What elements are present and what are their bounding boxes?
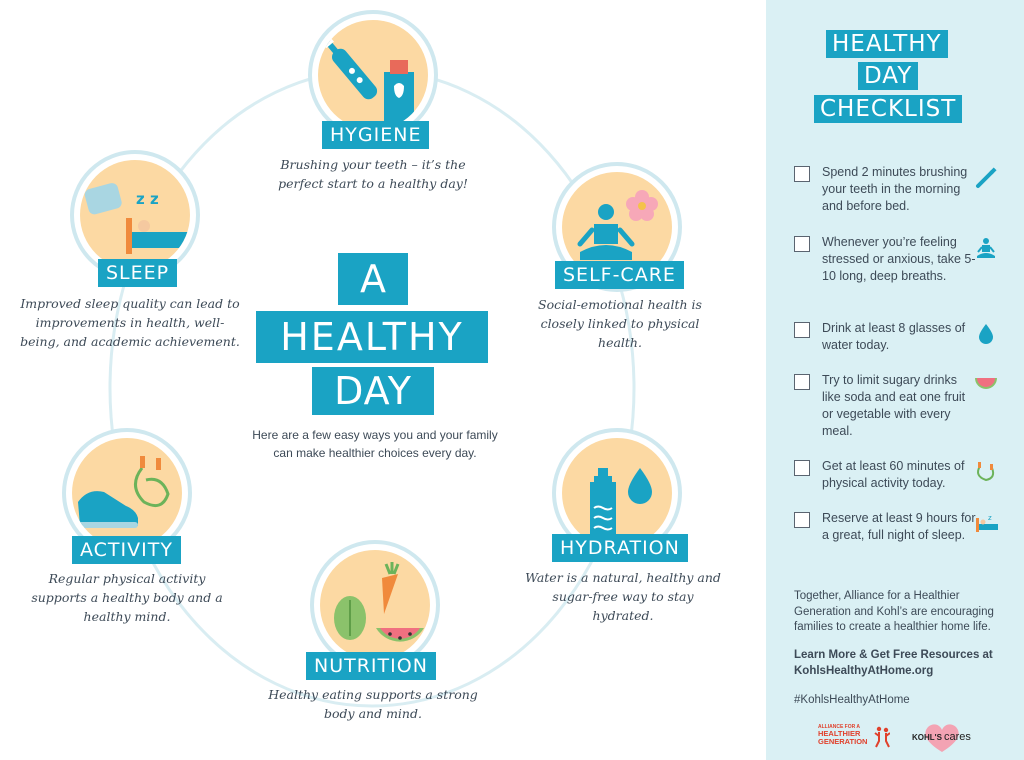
title-day: DAY <box>312 367 434 415</box>
checkbox[interactable] <box>794 166 810 182</box>
hygiene-label: HYGIENE <box>322 121 429 149</box>
nutrition-illustration <box>310 540 440 670</box>
activity-description: Regular physical activity supports a healthy body and a healthy mind. <box>31 571 223 624</box>
title-healthy: HEALTHY <box>256 311 488 363</box>
toothbrush-icon <box>974 166 998 190</box>
nutrition-description: Healthy eating supports a strong body and mind. <box>268 687 478 721</box>
hydration-label: HYDRATION <box>552 534 688 562</box>
checklist-item <box>794 458 1024 494</box>
svg-text:z: z <box>988 514 992 522</box>
checklist-item <box>794 234 1024 304</box>
sleep-label: SLEEP <box>98 259 177 287</box>
title-a: A <box>338 253 408 305</box>
checkbox[interactable] <box>794 322 810 338</box>
learn-more-link[interactable]: Learn More & Get Free Resources at KohlsHealthyAtHome.org <box>794 649 993 677</box>
selfcare-label: SELF-CARE <box>555 261 684 289</box>
activity-label: ACTIVITY <box>72 536 181 564</box>
svg-text:z z: z z <box>136 190 159 208</box>
checklist-item-text: Reserve at least 9 hours for a great, full night of sleep. <box>822 511 976 542</box>
meditation-icon <box>974 236 998 260</box>
checklist-title-healthy: HEALTHY <box>826 30 948 58</box>
bed-icon <box>974 512 1000 534</box>
hashtag-text: #KohlsHealthyAtHome <box>794 694 910 706</box>
checkbox[interactable] <box>794 236 810 252</box>
checklist-title-day: DAY <box>858 62 918 90</box>
jump-rope-icon <box>974 460 998 484</box>
checklist-item <box>794 510 1024 562</box>
alliance-logo: ALLIANCE FOR A HEALTHIER GENERATION <box>818 724 892 754</box>
checklist-item <box>794 164 1024 216</box>
checklist-item-text: Try to limit sugary drinks like soda and eat one fruit or vegetable with every meal. <box>822 373 966 438</box>
nutrition-label: NUTRITION <box>306 652 436 680</box>
hydration-description: Water is a natural, healthy and sugar-free way to stay hydrated. <box>525 570 721 623</box>
hygiene-description: Brushing your teeth – it’s the perfect start to a healthy day! <box>278 157 468 191</box>
checklist-item <box>794 372 1024 442</box>
checklist-item-text: Whenever you’re feeling stressed or anxious, take 5-10 long, deep breaths. <box>822 235 976 283</box>
checkbox[interactable] <box>794 374 810 390</box>
checklist-item-text: Spend 2 minutes brushing your teeth in the morning and before bed. <box>822 165 968 213</box>
checklist-item-text: Get at least 60 minutes of physical activity today. <box>822 459 965 490</box>
sleep-description: Improved sleep quality can lead to improvements in health, well-being, and academic achievement. <box>20 296 240 349</box>
kohls-cares-logo: KOHL'S cares <box>908 722 988 754</box>
checklist-title-checklist: CHECKLIST <box>814 95 962 123</box>
watermelon-icon <box>974 374 998 392</box>
checkbox[interactable] <box>794 460 810 476</box>
water-drop-icon <box>974 322 998 346</box>
checkbox[interactable] <box>794 512 810 528</box>
selfcare-description: Social-emotional health is closely linked to physical health. <box>538 297 702 350</box>
checklist-item <box>794 320 1024 356</box>
partnership-text: Together, Alliance for a Healthier Generation and Kohl’s are encouraging families to create a healthier home life. <box>794 590 994 633</box>
checklist-item-text: Drink at least 8 glasses of water today. <box>822 321 966 352</box>
intro-text: Here are a few easy ways you and your family can make healthier choices every day. <box>252 428 498 460</box>
